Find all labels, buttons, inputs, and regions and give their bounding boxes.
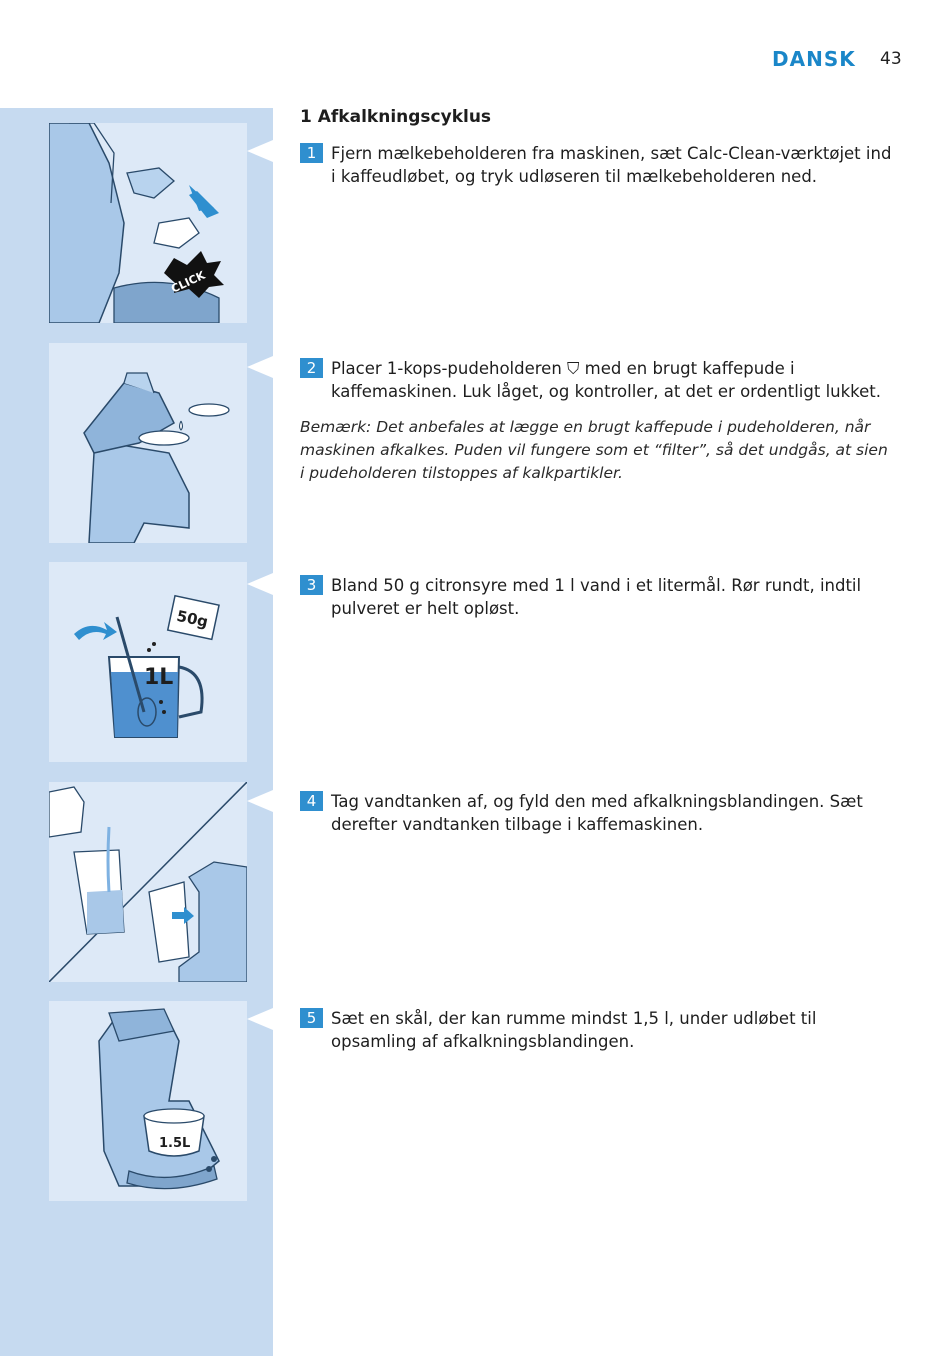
step-number-badge: 3	[300, 575, 323, 595]
step-5	[300, 1007, 900, 1053]
jug-label: 1L	[144, 665, 174, 690]
click-label: CLICK	[169, 268, 208, 296]
step-2	[300, 357, 900, 403]
step-text: Fjern mælkebeholderen fra maskinen, sæt Calc-Clean-værktøjet ind i kaffeudløbet, og tryk udløseren til mælkebeholderen ned.	[331, 144, 892, 186]
step-text: Tag vandtanken af, og fyld den med afkalkningsblandingen. Sæt derefter vandtanken tilbage i kaffemaskinen.	[331, 792, 863, 834]
illustration-step-1	[49, 123, 247, 323]
step-text: Placer 1-kops-pudeholderen ⛉ med en brugt kaffepude i kaffemaskinen. Luk låget, og kontroller, at det er ordentligt lukket.	[331, 359, 881, 401]
illustration-step-2	[49, 343, 247, 543]
step-3	[300, 574, 900, 620]
panel-pointer	[247, 1008, 273, 1030]
panel-pointer	[247, 356, 273, 378]
language-label: DANSK	[772, 47, 856, 71]
step-text: Sæt en skål, der kan rumme mindst 1,5 l, under udløbet til opsamling af afkalkningsblandingen.	[331, 1009, 817, 1051]
illustration-step-5	[49, 1001, 247, 1201]
step-number-badge: 4	[300, 791, 323, 811]
panel-pointer	[247, 790, 273, 812]
step-text: Bland 50 g citronsyre med 1 l vand i et litermål. Rør rundt, indtil pulveret er helt opløst.	[331, 576, 862, 618]
step-1	[300, 142, 900, 188]
illustration-step-3	[49, 562, 247, 762]
step-number-badge: 5	[300, 1008, 323, 1028]
panel-pointer	[247, 140, 273, 162]
sachet-label: 50g	[175, 606, 210, 632]
panel-pointer	[247, 573, 273, 595]
note-text: Bemærk: Det anbefales at lægge en brugt kaffepude i pudeholderen, når maskinen afkalkes. Puden vil fungere som et “filter”, så det undgås, at sien i pudeholderen tilstoppes af kalkpartikler.	[300, 418, 888, 482]
bowl-label: 1.5L	[159, 1136, 191, 1151]
illustration-step-4	[49, 782, 247, 982]
step-number-badge: 1	[300, 143, 323, 163]
step-4	[300, 790, 900, 836]
page-number: 43	[880, 49, 902, 69]
step-number-badge: 2	[300, 358, 323, 378]
section-title: 1 Afkalkningscyklus	[300, 107, 492, 127]
